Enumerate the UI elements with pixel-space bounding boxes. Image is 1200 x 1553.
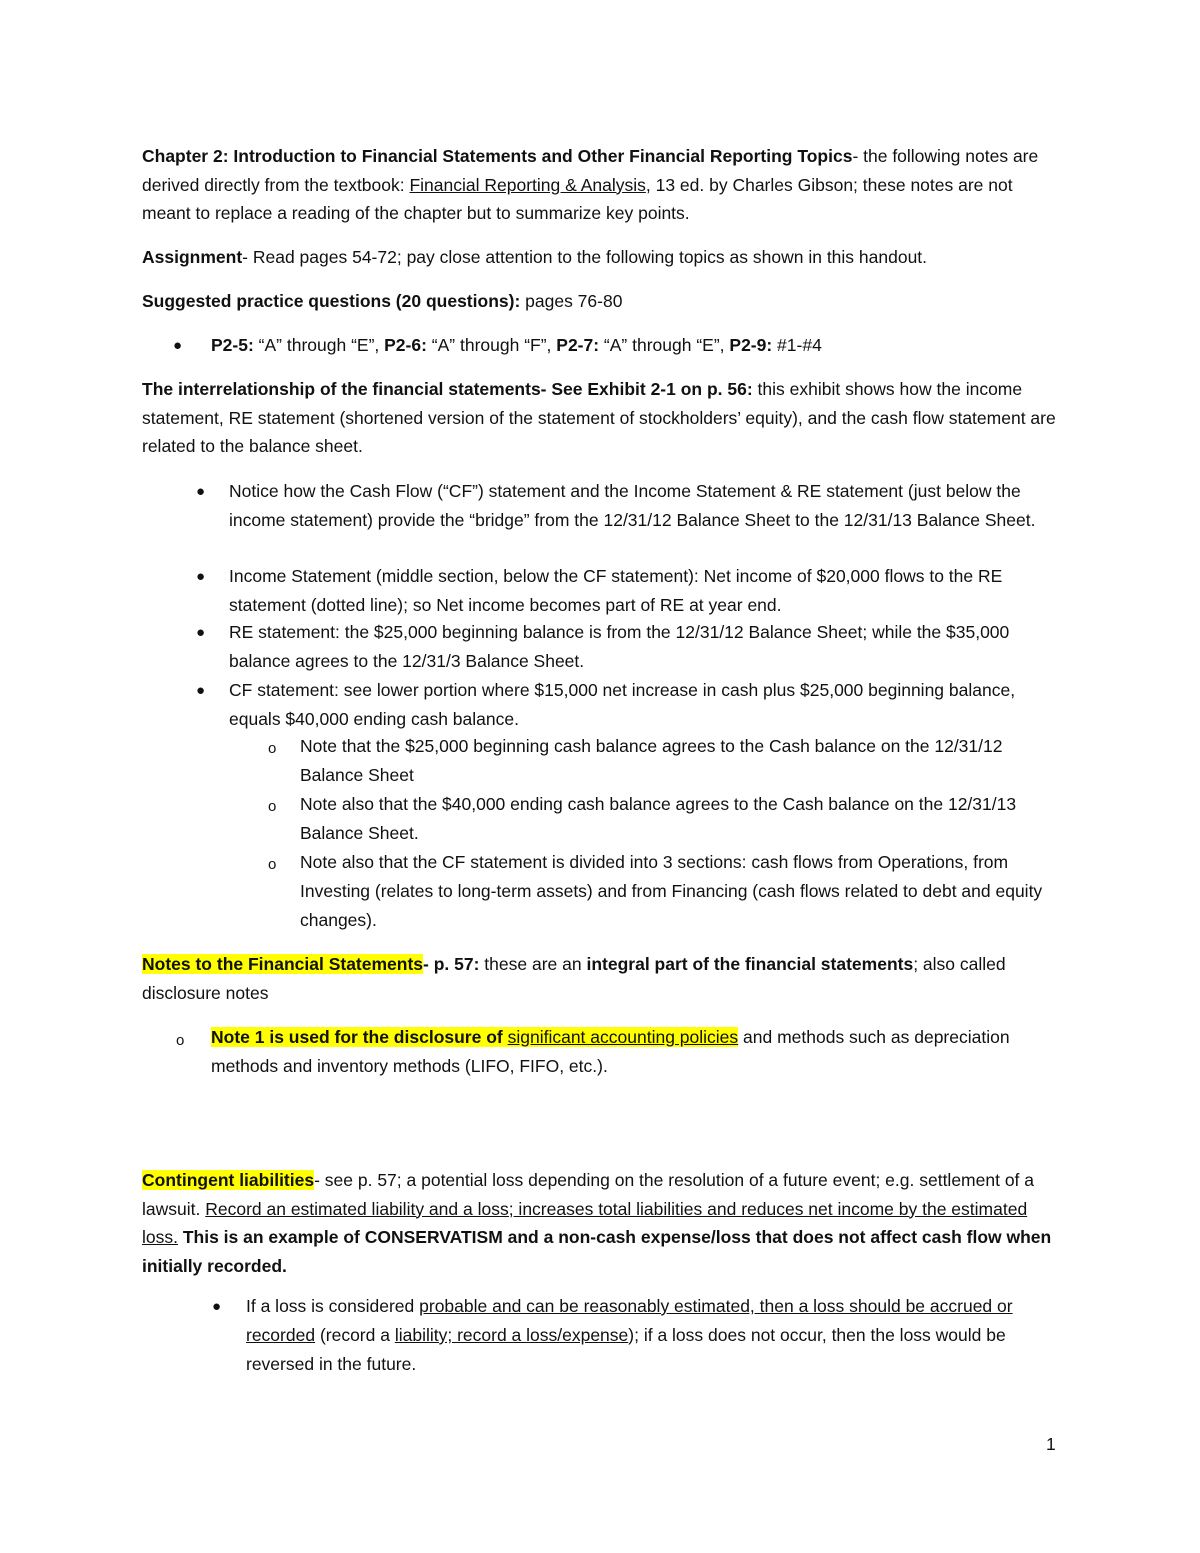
bullet-icon: ● (196, 483, 206, 500)
notes-page-ref: - p. 57: (423, 954, 480, 974)
notes-paragraph (142, 950, 1062, 1007)
practice-range: #1-#4 (772, 335, 822, 355)
contingent-heading: Contingent liabilities (142, 1170, 315, 1190)
practice-code: P2-7: (556, 335, 600, 355)
contingent-bullet-text-3: ); if a loss does not occur, then the loss would be reversed in the future. (246, 1325, 1006, 1374)
contingent-paragraph (142, 1166, 1067, 1280)
circle-bullet-icon: o (268, 798, 277, 815)
book-title: Financial Reporting & Analysis (409, 174, 646, 195)
list-item: CF statement: see lower portion where $15,000 net increase in cash plus $25,000 beginning balance, equals $40,000 ending cash balance. (229, 680, 1016, 729)
practice-range: “A” through “E”, (253, 335, 385, 355)
sub-list-item: Note also that the CF statement is divided into 3 sections: cash flows from Operations, from Investing (relates to long-term assets) and from Financing (cash flows related to debt and equity changes). (300, 852, 1043, 930)
intro-text-2: , 13 ed. by Charles Gibson; these notes are not meant to replace a reading of the chapter but to summarize key points. (142, 174, 1013, 223)
circle-bullet-icon: o (268, 856, 277, 873)
circle-bullet-icon: o (176, 1032, 185, 1049)
interrelationship-heading: The interrelationship of the financial statements- See Exhibit 2-1 on p. 56: (142, 379, 753, 399)
intro-paragraph (142, 142, 1062, 228)
bullet-icon: ● (196, 682, 206, 699)
chapter-title: Chapter 2: Introduction to Financial Statements and Other Financial Reporting Topics (142, 146, 853, 166)
contingent-bullet-underlined-1: probable and can be reasonably estimated, then a loss should be accrued or recorded (246, 1296, 1013, 1345)
intro-text-1: - the following notes are derived directly from the textbook: (142, 146, 1039, 195)
practice-code: P2-6: (384, 335, 427, 355)
sub-list-item: Note that the $25,000 beginning cash balance agrees to the Cash balance on the 12/31/12 Balance Sheet (300, 736, 1003, 785)
notes-sub-highlight: Note 1 is used for the disclosure of (211, 1027, 508, 1047)
interrelationship-paragraph (142, 375, 1062, 461)
bullet-icon: ● (173, 337, 183, 354)
assignment-paragraph (142, 243, 1062, 272)
practice-label: Suggested practice questions (20 questions): (142, 291, 521, 311)
list-item: RE statement: the $25,000 beginning balance is from the 12/31/12 Balance Sheet; while the $35,000 balance agrees to the 12/31/3 Balance Sheet. (229, 622, 1010, 671)
bullet-icon: ● (196, 568, 206, 585)
notes-text-2: ; also called disclosure notes (142, 954, 1006, 1003)
practice-code: P2-9: (729, 335, 773, 355)
practice-range: “A” through “F”, (426, 335, 557, 355)
assignment-label: Assignment (142, 247, 243, 267)
contingent-text-1: - see p. 57; a potential loss depending on the resolution of a future event; e.g. settlement of a lawsuit. (142, 1170, 1035, 1219)
bullet-icon: ● (212, 1298, 222, 1315)
notes-sub-underlined: significant accounting policies (507, 1027, 739, 1047)
assignment-text: - Read pages 54-72; pay close attention to the following topics as shown in this handout. (242, 247, 928, 267)
contingent-underlined: Record an estimated liability and a loss; increases total liabilities and reduces net income by the estimated loss. (142, 1198, 1028, 1247)
list-item: Notice how the Cash Flow (“CF”) statement and the Income Statement & RE statement (just below the income statement) provide the “bridge” from the 12/31/12 Balance Sheet to the 12/31/13 Balance Sheet. (229, 481, 1036, 530)
notes-bold: integral part of the financial statements (586, 954, 914, 974)
bullet-icon: ● (196, 624, 206, 641)
contingent-bullet-underlined-2: liability; record a loss/expense (394, 1325, 629, 1345)
notes-sub-text: and methods such as depreciation methods and inventory methods (LIFO, FIFO, etc.). (211, 1027, 1010, 1076)
practice-code: P2-5: (211, 335, 254, 355)
notes-sub-item (211, 1023, 1011, 1081)
list-item: Income Statement (middle section, below the CF statement): Net income of $20,000 flows to the RE statement (dotted line); so Net income becomes part of RE at year end. (229, 566, 1003, 615)
contingent-bullet-text-1: If a loss is considered (246, 1296, 420, 1316)
notes-text-1: these are an (479, 954, 587, 974)
contingent-bold: This is an example of CONSERVATISM and a non-cash expense/loss that does not affect cash flow when initially recorded. (142, 1227, 1052, 1276)
practice-text: pages 76-80 (520, 291, 623, 311)
sub-list-item: Note also that the $40,000 ending cash balance agrees to the Cash balance on the 12/31/13 Balance Sheet. (300, 794, 1017, 843)
contingent-bullet-text-2: (record a (315, 1325, 395, 1345)
interrelationship-text: this exhibit shows how the income statement, RE statement (shortened version of the statement of stockholders’ equity), and the cash flow statement are related to the balance sheet. (142, 379, 1056, 456)
practice-paragraph (142, 287, 1062, 316)
practice-range: “A” through “E”, (599, 335, 730, 355)
notes-heading: Notes to the Financial Statements (142, 954, 424, 974)
circle-bullet-icon: o (268, 740, 277, 757)
page-number: 1 (1046, 1434, 1056, 1454)
contingent-bullet (246, 1292, 1066, 1379)
practice-item-list (211, 331, 1071, 360)
